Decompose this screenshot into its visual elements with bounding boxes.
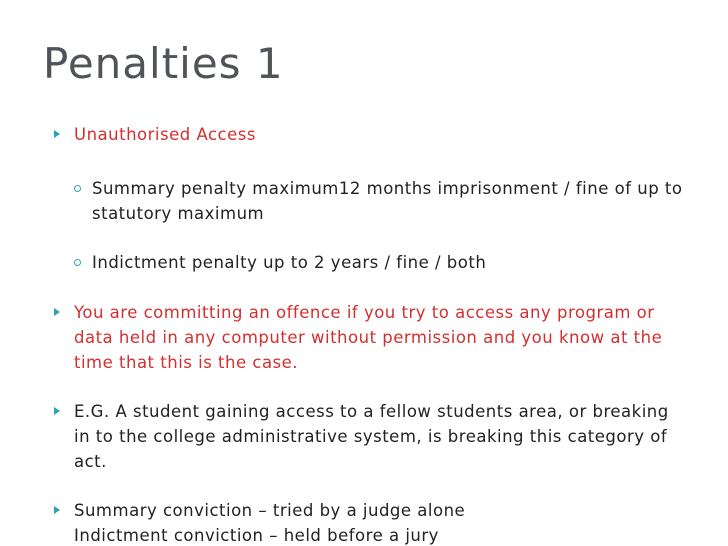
sub-bullet-indictment-penalty: Indictment penalty up to 2 years / fine / both [92,253,487,272]
slide-title: Penalties 1 [43,39,284,88]
bullet-offence-definition: You are committing an offence if you try to access any program or data held in any computer without permission and you know at the time that this is the case. [74,303,663,372]
bullet-arrow-icon [54,130,60,138]
bullet-arrow-icon [54,308,60,316]
sub-bullet-circle-icon [74,259,81,266]
bullet-unauthorised-access: Unauthorised Access [74,125,256,144]
sub-bullet-summary-penalty: Summary penalty maximum12 months imprisonment / fine of up to statutory maximum [92,179,683,223]
sub-bullet-circle-icon [74,185,81,192]
bullet-example: E.G. A student gaining access to a fellow students area, or breaking in to the college administrative system, is breaking this category of act. [74,402,669,471]
bullet-arrow-icon [54,506,60,514]
bullet-indictment-conviction: Indictment conviction – held before a jury [74,526,439,545]
bullet-summary-conviction: Summary conviction – tried by a judge alone [74,501,466,520]
bullet-arrow-icon [54,407,60,415]
